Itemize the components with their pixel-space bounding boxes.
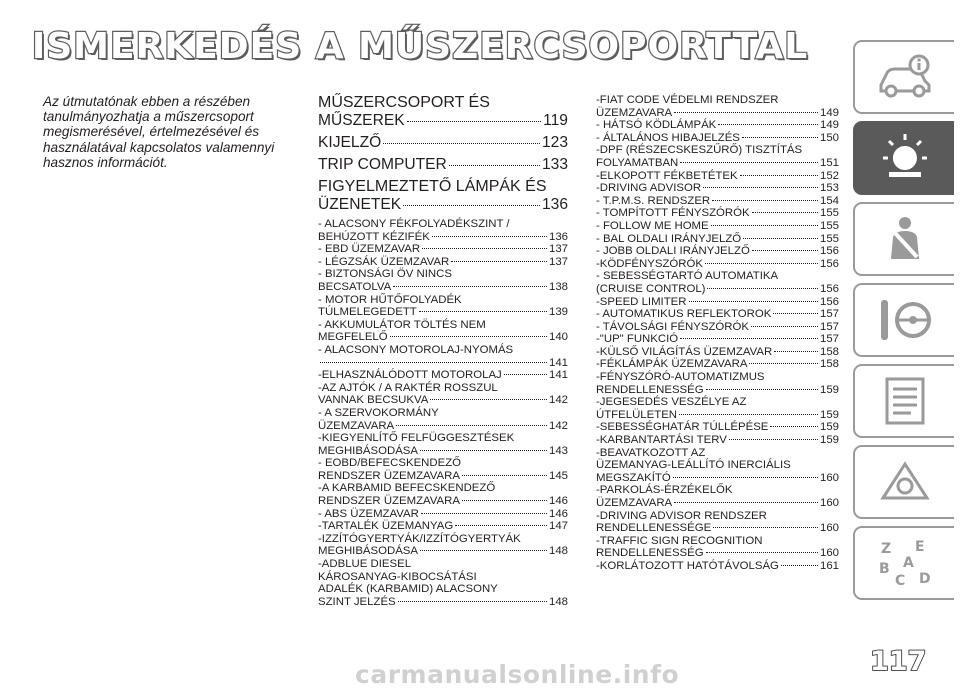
toc-entry[interactable]	[596, 333, 839, 346]
dot-leader	[462, 475, 547, 476]
toc-entry[interactable]	[596, 220, 839, 233]
dot-leader	[407, 121, 541, 122]
dot-leader	[420, 450, 547, 451]
dot-leader	[705, 263, 818, 264]
dot-leader	[689, 301, 818, 302]
toc-column-3	[596, 94, 839, 573]
dot-leader	[419, 311, 547, 312]
toc-entry-title: BECSATOLVA	[318, 280, 392, 293]
toc-entry[interactable]	[596, 321, 839, 334]
toc-entry-title: MEGSZAKÍTÓ	[596, 471, 671, 484]
dot-leader	[390, 336, 547, 337]
dot-leader	[729, 439, 818, 440]
dot-leader	[398, 601, 547, 602]
toc-entry-title: -TARTALÉK ÜZEMANYAG	[318, 520, 454, 533]
toc-entry-title: - ABS ÜZEMZAVAR	[318, 507, 419, 520]
toc-entry-title: MEGHIBÁSODÁSA	[318, 545, 419, 558]
toc-entry-title: - TOMPÍTOTT FÉNYSZÓRÓK	[596, 207, 750, 220]
toc-entry[interactable]	[596, 207, 839, 220]
toc-page-number: 156	[819, 257, 839, 270]
svg-text:C: C	[894, 573, 905, 589]
dot-leader	[707, 288, 818, 289]
dot-leader	[713, 527, 818, 528]
toc-entry-title: - HÁTSÓ KÖDLÁMPÁK	[596, 119, 717, 132]
toc-warning-list	[318, 218, 568, 608]
toc-entry-title: ÜZEMZAVARA	[318, 419, 395, 432]
toc-entry-line: -DRIVING ADVISOR RENDSZER	[596, 509, 767, 522]
toc-page-number: 138	[548, 280, 568, 293]
toc-entry[interactable]	[596, 296, 839, 309]
dot-leader	[674, 502, 818, 503]
toc-entry-line: MŰSZERCSOPORT ÉS	[318, 94, 490, 111]
toc-entry-title: ÜZEMZAVARA	[596, 106, 673, 119]
toc-entry-line: KÁROSANYAG-KIBOCSÁTÁSI	[318, 570, 477, 583]
toc-page-number: 133	[541, 156, 568, 173]
toc-entry-title: -KORLÁTOZOTT HATÓTÁVOLSÁG	[596, 559, 779, 572]
toc-entry[interactable]	[318, 294, 568, 319]
toc-entry-title: TRIP COMPUTER	[318, 156, 447, 173]
toc-page-number: 160	[819, 547, 839, 560]
toc-entry-title: RENDSZER ÜZEMZAVARA	[318, 495, 460, 508]
toc-entry-line: -BEAVATKOZOTT AZ	[596, 446, 706, 459]
toc-entry-title: VANNAK BECSUKVA	[318, 394, 429, 407]
toc-page-number: 160	[819, 497, 839, 509]
toc-entry-line: - AKKUMULÁTOR TÖLTÉS NEM	[318, 318, 486, 331]
toc-entry[interactable]	[596, 195, 839, 208]
page-number: 117	[870, 646, 927, 677]
toc-entry[interactable]	[318, 134, 568, 151]
watermark: carmanualsonline.info	[355, 660, 680, 689]
toc-entry-line: -DPF (RÉSZECSKESZŰRŐ) TISZTÍTÁS	[596, 144, 803, 157]
tab-maintenance[interactable]	[853, 364, 954, 438]
toc-entry[interactable]	[318, 508, 568, 521]
toc-page-number: 147	[548, 520, 568, 533]
toc-entry-title: FOLYAMATBAN	[596, 156, 679, 169]
tab-starting-driving[interactable]	[853, 283, 954, 357]
dot-leader	[504, 374, 547, 375]
toc-entry-title: - EBD ÜZEMZAVAR	[318, 243, 421, 256]
toc-page-number: 142	[548, 394, 568, 407]
dot-leader	[673, 477, 818, 478]
svg-text:A: A	[902, 555, 914, 571]
toc-page-number: 142	[548, 419, 568, 432]
toc-entry[interactable]	[596, 270, 839, 295]
toc-page-number: 143	[548, 444, 568, 457]
toc-entry-title: - JOBB OLDALI IRÁNYJELZŐ	[596, 245, 750, 258]
dot-leader	[749, 363, 818, 364]
toc-page-number: 159	[819, 383, 839, 396]
toc-entry[interactable]	[596, 535, 839, 560]
dot-leader	[432, 236, 547, 237]
toc-entry[interactable]	[318, 382, 568, 407]
toc-page-number: 161	[819, 559, 839, 572]
toc-entry[interactable]	[318, 94, 568, 129]
toc-entry-line: -AZ AJTÓK / A RAKTÉR ROSSZUL	[318, 381, 498, 394]
toc-page-number: 145	[548, 469, 568, 482]
toc-page-number: 156	[819, 245, 839, 258]
toc-entry-line: -TRAFFIC SIGN RECOGNITION	[596, 534, 763, 547]
toc-entry[interactable]	[318, 533, 568, 558]
dot-leader	[455, 525, 547, 526]
toc-page-number: 157	[819, 320, 839, 333]
toc-entry[interactable]	[596, 484, 839, 509]
dot-leader	[403, 205, 540, 206]
toc-page-number: 155	[819, 232, 839, 245]
dot-leader	[462, 500, 547, 501]
toc-entry-title: -DRIVING ADVISOR	[596, 182, 702, 195]
dot-leader	[320, 362, 547, 363]
toc-entry-line: -A KARBAMID BEFECSKENDEZŐ	[318, 482, 496, 495]
toc-entry-line: - EOBD/BEFECSKENDEZŐ	[318, 457, 462, 470]
dot-leader	[743, 238, 818, 239]
toc-entry-title: -"UP" FUNKCIÓ	[596, 333, 679, 346]
toc-entry-title: TÚLMELEGEDETT	[318, 306, 417, 319]
toc-entry-line: -KIEGYENLÍTŐ FELFÜGGESZTÉSEK	[318, 432, 515, 445]
toc-entry-title: - ÁLTALÁNOS HIBAJELZÉS	[596, 131, 740, 144]
toc-entry-line: -JEGESEDÉS VESZÉLYE AZ	[596, 396, 747, 409]
toc-page-number: 149	[819, 119, 839, 132]
toc-entry[interactable]	[596, 346, 839, 359]
toc-entry-title: MŰSZEREK	[318, 112, 405, 129]
toc-entry[interactable]	[318, 268, 568, 293]
toc-entry-title: -FÉKLÁMPÁK ÜZEMZAVARA	[596, 358, 748, 371]
toc-entry-title: -ELHASZNÁLÓDOTT MOTOROLAJ	[318, 369, 502, 382]
svg-text:Z: Z	[880, 541, 891, 557]
toc-entry-title: - BAL OLDALI IRÁNYJELZŐ	[596, 232, 742, 245]
toc-entry[interactable]	[318, 407, 568, 432]
toc-entry-title: ÚTFELÜLETEN	[596, 408, 678, 421]
toc-entry[interactable]	[596, 182, 839, 195]
dot-leader	[679, 414, 818, 415]
toc-page-number: 123	[541, 134, 568, 151]
toc-entry-title: - AUTOMATIKUS REFLEKTOROK	[596, 308, 772, 321]
toc-entry[interactable]	[596, 421, 839, 434]
dashboard-warning-light-icon	[875, 132, 935, 184]
toc-page-number: 158	[819, 358, 839, 371]
dot-leader	[421, 513, 547, 514]
toc-entry-title: ÜZENETEK	[318, 196, 402, 213]
tab-index[interactable]	[853, 526, 954, 600]
toc-page-number: 159	[819, 408, 839, 421]
toc-entry[interactable]	[318, 432, 568, 457]
toc-entry-line: FIGYELMEZTETŐ LÁMPÁK ÉS	[318, 178, 547, 195]
toc-entry-title: -ELKOPOTT FÉKBETÉTEK	[596, 169, 738, 182]
dot-leader	[781, 565, 818, 566]
toc-page-number: 155	[819, 219, 839, 232]
toc-entry-title: - FOLLOW ME HOME	[596, 219, 709, 232]
toc-entry[interactable]	[318, 218, 568, 243]
toc-page-number: 156	[819, 295, 839, 308]
toc-page-number: 136	[548, 230, 568, 243]
dot-leader	[718, 124, 818, 125]
dot-leader	[420, 550, 547, 551]
toc-entry-line: -FÉNYSZÓRÓ-AUTOMATIZMUS	[596, 371, 765, 384]
toc-entry-title: - LÉGZSÁK ÜZEMZAVAR	[318, 255, 450, 268]
toc-entry[interactable]	[596, 434, 839, 447]
toc-entry[interactable]	[318, 369, 568, 382]
toc-entry[interactable]	[596, 371, 839, 396]
toc-page-number: 141	[548, 356, 568, 369]
toc-entry[interactable]	[318, 482, 568, 507]
toc-entry[interactable]	[318, 344, 568, 369]
toc-page-number: 119	[543, 112, 568, 129]
tab-instrument-panel[interactable]	[853, 121, 954, 195]
toc-entry-title: - TÁVOLSÁGI FÉNYSZÓRÓK	[596, 320, 749, 333]
dot-leader	[770, 426, 818, 427]
toc-entry-title: RENDSZER ÜZEMZAVARA	[318, 469, 460, 482]
dot-leader	[393, 286, 547, 287]
toc-entry-title: - T.P.M.S. RENDSZER	[596, 194, 711, 207]
toc-page-number: 154	[819, 194, 839, 207]
toc-entry[interactable]	[596, 132, 839, 145]
index-alphabet-icon	[875, 537, 935, 589]
toc-page-number: 156	[819, 282, 839, 295]
dot-leader	[773, 313, 818, 314]
toc-entry-title: MEGHIBÁSODÁSA	[318, 444, 419, 457]
dot-leader	[742, 137, 818, 138]
toc-entry-title: RENDELLENESSÉGE	[596, 522, 712, 535]
toc-page-number: 140	[548, 331, 568, 344]
toc-entry-title: -SPEED LIMITER	[596, 295, 687, 308]
toc-entry[interactable]	[596, 308, 839, 321]
toc-entry[interactable]	[596, 170, 839, 183]
toc-entry-title: -KÜLSŐ VILÁGÍTÁS ÜZEMZAVAR	[596, 345, 773, 358]
toc-entry[interactable]	[596, 510, 839, 535]
toc-entry[interactable]	[596, 119, 839, 132]
toc-entry-line: - BIZTONSÁGI ÖV NINCS	[318, 268, 452, 281]
toc-entry[interactable]	[318, 156, 568, 173]
toc-page-number: 152	[819, 169, 839, 182]
toc-page-number: 136	[541, 196, 568, 213]
dot-leader	[396, 425, 547, 426]
toc-entry-line: -PARKOLÁS-ÉRZÉKELŐK	[596, 484, 733, 497]
maintenance-checklist-icon	[875, 375, 935, 427]
toc-entry[interactable]	[596, 233, 839, 246]
dot-leader	[422, 248, 547, 249]
toc-page-number: 146	[548, 507, 568, 520]
dot-leader	[752, 212, 818, 213]
dot-leader	[711, 225, 818, 226]
toc-page-number: 155	[819, 207, 839, 220]
dot-leader	[449, 165, 540, 166]
toc-page-number: 149	[819, 106, 839, 119]
tab-technical-data[interactable]	[853, 445, 954, 519]
dot-leader	[430, 399, 547, 400]
tab-safety[interactable]	[853, 202, 954, 276]
dot-leader	[703, 187, 818, 188]
chapter-tabs	[853, 40, 954, 607]
toc-entry[interactable]	[596, 94, 839, 119]
dot-leader	[680, 162, 818, 163]
toc-page-number: 137	[548, 255, 568, 268]
page-title: ISMERKEDÉS A MŰSZERCSOPORTTAL	[31, 26, 809, 67]
toc-page-number: 141	[548, 369, 568, 382]
toc-entry-line: - SEBESSÉGTARTÓ AUTOMATIKA	[596, 270, 779, 283]
toc-entry[interactable]	[596, 396, 839, 421]
toc-page-number: 160	[819, 471, 839, 484]
toc-entry[interactable]	[596, 560, 839, 573]
toc-entry-title: MEGFELELŐ	[318, 331, 388, 344]
toc-page-number: 151	[819, 156, 839, 169]
dot-leader	[383, 143, 540, 144]
dot-leader	[740, 175, 818, 176]
dot-leader	[706, 552, 818, 553]
toc-page-number: 157	[819, 308, 839, 321]
toc-entry[interactable]	[596, 245, 839, 258]
toc-entry-line: - A SZERVOKORMÁNY	[318, 406, 439, 419]
dot-leader	[674, 112, 818, 113]
toc-entry-line: - ALACSONY FÉKFOLYADÉKSZINT /	[318, 218, 510, 230]
toc-entry[interactable]	[318, 520, 568, 533]
dot-leader	[712, 200, 818, 201]
toc-main-list	[318, 94, 568, 213]
dot-leader	[752, 250, 818, 251]
toc-column-2	[318, 94, 568, 608]
toc-page-number: 137	[548, 243, 568, 256]
toc-entry-title: KIJELZŐ	[318, 134, 382, 151]
toc-entry-title: ÜZEMZAVARA	[596, 497, 673, 509]
toc-entry[interactable]	[318, 256, 568, 269]
dot-leader	[751, 326, 818, 327]
toc-page-number: 150	[819, 131, 839, 144]
toc-entry-title: (CRUISE CONTROL)	[596, 282, 706, 295]
dot-leader	[680, 338, 818, 339]
toc-page-number: 160	[819, 522, 839, 535]
toc-page-number: 146	[548, 495, 568, 508]
svg-text:B: B	[878, 561, 890, 577]
toc-page-number: 153	[819, 182, 839, 195]
toc-page-number: 139	[548, 306, 568, 319]
seatbelt-person-icon	[875, 213, 935, 265]
dot-leader	[706, 389, 818, 390]
toc-entry[interactable]	[318, 319, 568, 344]
steering-wheel-tools-icon	[875, 294, 935, 346]
toc-entry[interactable]	[596, 358, 839, 371]
toc-page-number: 148	[548, 595, 568, 608]
toc-entry-title: SZINT JELZÉS	[318, 595, 396, 608]
toc-entry-title: RENDELLENESSÉG	[596, 547, 704, 560]
toc-page-number: 157	[819, 333, 839, 346]
toc-entry[interactable]	[596, 144, 839, 169]
toc-entry[interactable]	[318, 558, 568, 608]
toc-entry-line: -FIAT CODE VÉDELMI RENDSZER	[596, 94, 779, 106]
toc-entry-line: - MOTOR HŰTŐFOLYADÉK	[318, 293, 462, 306]
toc-entry[interactable]	[596, 258, 839, 271]
svg-text:D: D	[918, 571, 931, 587]
toc-entry-line: -ADBLUE DIESEL	[318, 558, 412, 571]
tab-car-info[interactable]	[853, 40, 954, 114]
toc-entry-line: - ALACSONY MOTOROLAJ-NYOMÁS	[318, 343, 514, 356]
dot-leader	[451, 261, 547, 262]
technical-data-icon	[875, 456, 935, 508]
toc-entry-title: -SEBESSÉGHATÁR TÚLLÉPÉSE	[596, 421, 769, 434]
toc-entry-title: RENDELLENESSÉG	[596, 383, 704, 396]
toc-page-number: 148	[548, 545, 568, 558]
car-info-icon	[875, 51, 935, 103]
toc-page-number: 159	[819, 434, 839, 447]
toc-entry-title: -KARBANTARTÁSI TERV	[596, 434, 727, 447]
toc-entry[interactable]	[596, 447, 839, 485]
chapter-intro: Az útmutatónak ebben a részében tanulmányozhatja a műszercsoport megismerésével, értelmezésével és használatával kapcsolatos valamennyi hasznos információt.	[43, 94, 275, 170]
toc-entry[interactable]	[318, 243, 568, 256]
toc-entry-line: -IZZÍTÓGYERTYÁK/IZZÍTÓGYERTYÁK	[318, 532, 521, 545]
toc-entry-title: BEHÚZOTT KÉZIFÉK	[318, 230, 430, 243]
toc-page-number: 158	[819, 345, 839, 358]
dot-leader	[774, 351, 818, 352]
toc-entry[interactable]	[318, 178, 568, 213]
toc-entry-line: ÜZEMANYAG-LEÁLLÍTÓ INERCIÁLIS	[596, 459, 791, 472]
toc-page-number: 159	[819, 421, 839, 434]
toc-entry-title: -KÖDFÉNYSZÓRÓK	[596, 257, 703, 270]
toc-entry-line: ADALÉK (KARBAMID) ALACSONY	[318, 583, 498, 596]
svg-text:E: E	[914, 539, 925, 555]
toc-entry[interactable]	[318, 457, 568, 482]
